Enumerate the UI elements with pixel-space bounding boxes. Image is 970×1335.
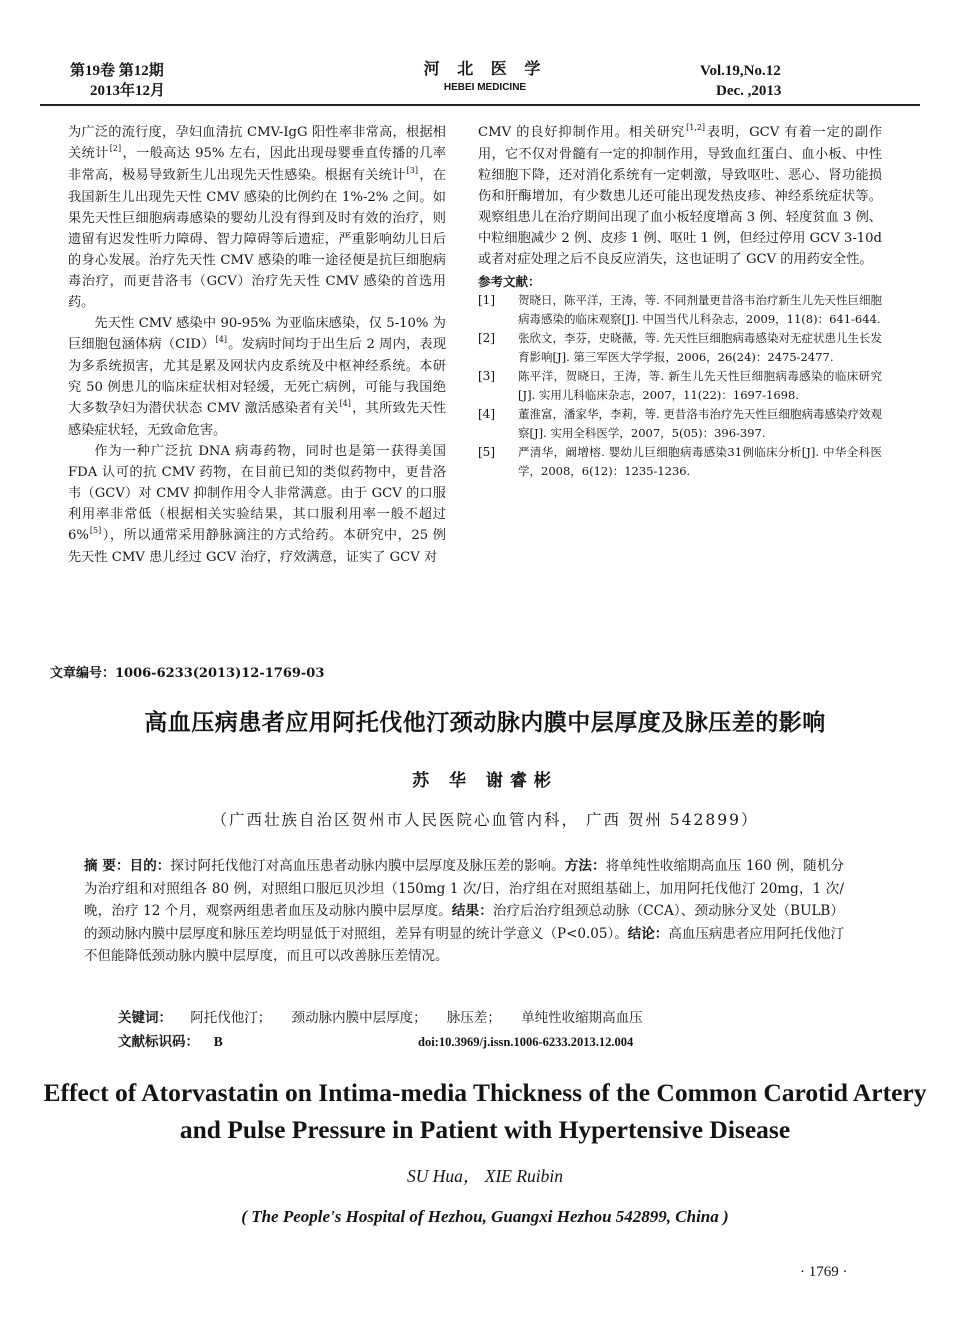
journal-name-cn: 河 北 医 学 (423, 59, 547, 78)
paragraph-text: ，在我国新生儿出现先天性 CMV 感染的比例约在 1%-2% 之间。如果先天性巨细胞病毒感染的婴幼儿没有得到及时有效的治疗，则遗留有迟发性听力障碍、智力障碍等后遗症，严重影响幼儿日后的身心发展。治疗先天性 CMV 感染的唯一途径便是抗巨细胞病毒治疗，而更昔洛韦（GCV）治疗先天性 CMV 感染的首选用药。 (68, 168, 447, 310)
paragraph-text: 先天性 CMV 感染中 90-95% 为亚临床感染，仅 5-10% 为巨细胞包涵体病（CID） (68, 316, 446, 352)
reference-item (478, 367, 882, 405)
reference-item (478, 329, 882, 367)
doi: doi:10.3969/j.issn.1006-6233.2013.12.004 (418, 1035, 634, 1049)
keywords-line (118, 1008, 643, 1028)
objective-label: 目的： (129, 858, 171, 874)
reference-text: 严清华，阚增榕. 婴幼儿巨细胞病毒感染31例临床分析[J]. 中华全科医学，2008，6(12)：1235-1236. (518, 445, 882, 478)
paragraph-text: 作为一种广泛抗 DNA 病毒药物，同时也是第一获得美国 FDA 认可的抗 CMV 药物，在目前已知的类似药物中，更昔洛韦（GCV）对 CMV 抑制作用令人非常满意。由于 GCV 的口服利用率非常低（根据相关实验结果，其口服利用率一般不超过 6% (68, 444, 446, 543)
citation-marker: [2] (109, 144, 122, 153)
abstract-label: 摘 要： (84, 858, 130, 874)
reference-item (478, 443, 882, 481)
body-text-right-column (478, 122, 882, 481)
reference-item (478, 291, 882, 329)
citation-marker: [1,2] (686, 123, 706, 132)
reference-list (478, 291, 882, 481)
citation-marker: [3] (406, 166, 418, 175)
header-date-en: Dec. ,2013 (716, 83, 782, 99)
header-rule (40, 104, 920, 106)
keyword-item: 颈动脉内膜中层厚度； (291, 1010, 427, 1026)
body-paragraph (68, 122, 446, 313)
reference-item (478, 405, 882, 443)
header-volume-en: Vol.19,No.12 (700, 63, 781, 79)
article-title-en: Effect of Atorvastatin on Intima-media Thickness of the Common Carotid Artery and Pulse Pressure in Patient with Hypertensive Disease (43, 1078, 927, 1144)
header-volume-issue: 第19卷 第12期 (70, 63, 164, 79)
journal-name-en: HEBEI MEDICINE (443, 82, 527, 93)
affiliation-cn: （广西壮族自治区贺州市人民医院心血管内科， 广西 贺州 542899） (211, 811, 759, 829)
authors-en: SU Hua， XIE Ruibin (406, 1166, 564, 1186)
article-number: 文章编号：1006-6233(2013)12-1769-03 (50, 666, 325, 681)
article-title-cn: 高血压病患者应用阿托伐他汀颈动脉内膜中层厚度及脉压差的影响 (144, 710, 826, 736)
paragraph-text: CMV 的良好抑制作用。相关研究 (478, 125, 686, 140)
citation-marker: [4] (215, 335, 227, 344)
paragraph-text: 为广泛的流行度，孕妇血清抗 CMV-IgG 阳性率非常高，根据相关统计 (68, 125, 446, 161)
document-code-label: 文献标识码： (118, 1034, 199, 1050)
conclusion-label: 结论： (627, 925, 669, 942)
document-code-value: B (213, 1034, 223, 1049)
reference-text: 陈平洋，贺晓日，王涛，等. 新生儿先天性巨细胞病毒感染的临床研究[J]. 实用儿科临床杂志，2007，11(22)：1697-1698. (518, 369, 882, 402)
reference-number: [5] (478, 445, 495, 459)
references-heading: 参考文献： (478, 274, 541, 289)
paragraph-text: ，其所致先天性感染症状轻，无致命危害。 (68, 401, 447, 438)
keywords-label: 关键词： (118, 1010, 172, 1026)
paragraph-text: 。发病时间均于出生后 2 周内，表现为多系统损害，尤其是累及网状内皮系统及中枢神经系统。本研究 50 例患儿的临床症状相对轻缓，无死亡病例，可能与我国绝大多数孕妇为潜伏状态 CMV 激活感染者有关 (68, 337, 447, 416)
reference-number: [3] (478, 369, 495, 383)
keyword-item: 单纯性收缩期高血压 (521, 1010, 643, 1026)
citation-marker: [5] (89, 526, 102, 535)
results-label: 结果： (451, 903, 493, 919)
objective-text: 探讨阿托伐他汀对高血压患者动脉内膜中层厚度及脉压差的影响。 (170, 858, 565, 874)
reference-text: 贺晓日，陈平洋，王涛，等. 不同剂量更昔洛韦治疗新生儿先天性巨细胞病毒感染的临床观察[J]. 中国当代儿科杂志，2009，11(8)：641-644. (518, 293, 882, 326)
body-text-left-column (68, 122, 446, 568)
keyword-item: 脉压差； (446, 1010, 501, 1026)
body-paragraph (68, 441, 446, 568)
keyword-item: 阿托伐他汀； (190, 1010, 272, 1026)
conclusion-text: 高血压病患者应用阿托伐他汀不但能降低颈动脉内膜中层厚度，而且可以改善脉压差情况。 (84, 925, 845, 964)
paragraph-text: ），所以通常采用静脉滴注的方式给药。本研究中，25 例先天性 CMV 患儿经过 GCV 治疗，疗效满意，证实了 GCV 对 (68, 528, 446, 565)
reference-number: [1] (478, 293, 495, 307)
citation-marker: [4] (339, 399, 351, 408)
body-paragraph (68, 313, 446, 441)
body-paragraph (478, 122, 882, 270)
reference-number: [4] (478, 407, 495, 421)
paragraph-text: ，一般高达 95% 左右，因此出现母婴垂直传播的几率非常高，极易导致新生儿出现先天性感染。根据有关统计 (68, 146, 447, 183)
document-code-line (118, 1032, 223, 1052)
reference-text: 张欣文，李芬，史晓薇，等. 先天性巨细胞病毒感染对无症状患儿生长发育影响[J]. 第三军医大学学报，2006，26(24)：2475-2477. (518, 331, 882, 364)
reference-text: 董淮富，潘家华，李莉，等. 更昔洛韦治疗先天性巨细胞病毒感染疗效观察[J]. 实用全科医学，2007，5(05)：396-397. (518, 407, 882, 440)
reference-number: [2] (478, 331, 495, 345)
paragraph-text: 表明，GCV 有着一定的副作用，它不仅对骨髓有一定的抑制作用，导致血红蛋白、血小板、中性粒细胞下降，还对消化系统有一定刺激，导致呕吐、恶心、肾功能损伤和肝酶增加，有少数患儿还可能出现发热皮疹、神经系统症状等。观察组患儿在治疗期间出现了血小板轻度增高 3 例、轻度贫血 3 例、中粒细胞减少 2 例、皮疹 1 例、呕吐 1 例，但经过停用 GCV 3-10d 或者对症处理之后不良反应消失，这也证明了 GCV 的用药安全性。 (478, 125, 883, 267)
abstract-block (84, 855, 844, 968)
results-text: 治疗后治疗组颈总动脉（CCA）、颈动脉分叉处（BULB）的颈动脉内膜中层厚度和脉压差均明显低于对照组，差异有明显的统计学意义（P<0.05）。 (84, 903, 845, 942)
header-date-cn: 2013年12月 (90, 83, 166, 99)
affiliation-en: ( The People's Hospital of Hezhou, Guangxi Hezhou 542899, China ) (241, 1207, 729, 1226)
authors-cn: 苏 华 谢睿彬 (412, 771, 558, 791)
methods-text: 将单纯性收缩期高血压 160 例，随机分为治疗组和对照组各 80 例，对照组口服厄贝沙坦（150mg 1 次/日，治疗组在对照组基础上，加用阿托伐他汀 20mg，1 次/晚，治疗 12 个月，观察两组患者血压及动脉内膜中层厚度。 (84, 858, 845, 919)
page-number: · 1769 · (800, 1264, 848, 1280)
methods-label: 方法： (564, 858, 606, 874)
